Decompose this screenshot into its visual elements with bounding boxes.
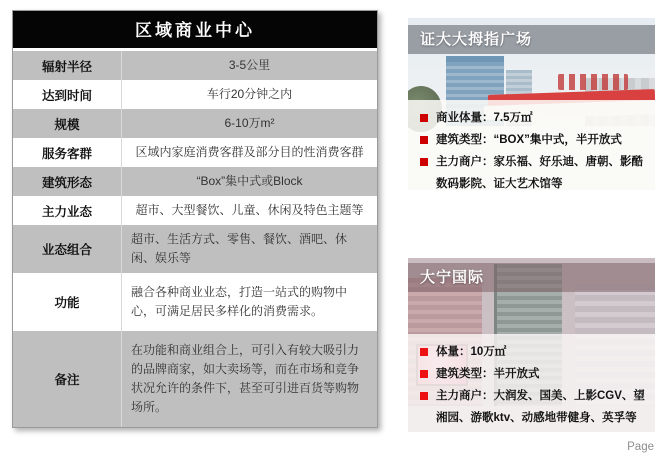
card-bullet-list — [408, 334, 655, 432]
row-label: 备注 — [54, 372, 80, 387]
table-row — [13, 167, 377, 196]
row-label: 服务客群 — [41, 146, 92, 161]
row-label: 辐射半径 — [41, 59, 92, 74]
card-title: 证大大拇指广场 — [408, 25, 655, 54]
table-row — [13, 196, 377, 225]
card-zhengda-thumb-plaza — [408, 18, 655, 190]
row-value: 3-5公里 — [121, 51, 377, 80]
bullet-item — [418, 385, 645, 429]
row-value: 区域内家庭消费客群及部分目的性消费客群 — [121, 138, 377, 167]
row-value: 6-10万m² — [121, 109, 377, 138]
row-value: 车行20分钟之内 — [121, 80, 377, 109]
bullet-square-icon — [420, 348, 428, 356]
bullet-text: 建筑类型：“BOX”集中式，半开放式 — [436, 134, 622, 147]
bullet-item — [418, 363, 645, 385]
row-value: 在功能和商业组合上，可引入有较大吸引力的品牌商家，如大卖场等，而在市场和竞争状况允许的条件下，甚至可引进百货等购物场所。 — [121, 331, 377, 427]
bullet-square-icon — [420, 114, 428, 122]
table-title: 区域商业中心 — [13, 11, 377, 51]
row-label: 业态组合 — [41, 242, 92, 257]
rooftop-sign-shape — [558, 74, 628, 90]
bullet-square-icon — [420, 136, 428, 144]
bullet-item — [418, 107, 645, 129]
page-number-label: Page — [627, 441, 654, 453]
row-value: 融合各种商业业态，打造一站式的购物中心，可满足居民多样化的消费需求。 — [121, 273, 377, 331]
bullet-text: 商业体量：7.5万㎡ — [436, 112, 533, 124]
region-commercial-table — [12, 10, 378, 428]
row-label: 达到时间 — [41, 88, 92, 103]
table-row — [13, 225, 377, 273]
card-daning-international — [408, 258, 655, 432]
table-body — [13, 51, 377, 427]
table-row — [13, 138, 377, 167]
table-row — [13, 80, 377, 109]
bullet-item — [418, 129, 645, 151]
bullet-text: 主力商户：家乐福、好乐迪、唐朝、影酷数码影院、证大艺术馆等 — [436, 156, 643, 190]
bullet-square-icon — [420, 392, 428, 400]
row-label: 主力业态 — [41, 204, 92, 219]
row-value: “Box”集中式或Block — [121, 167, 377, 196]
bullet-square-icon — [420, 370, 428, 378]
row-label: 功能 — [54, 295, 80, 310]
row-value: 超市、生活方式、零售、餐饮、酒吧、休闲、娱乐等 — [121, 225, 377, 273]
table-row — [13, 331, 377, 427]
table-row — [13, 109, 377, 138]
card-title: 大宁国际 — [408, 263, 655, 292]
row-label: 规模 — [54, 117, 80, 132]
bullet-square-icon — [420, 158, 428, 166]
bullet-item — [418, 341, 645, 363]
bullet-text: 体量：10万㎡ — [436, 346, 507, 358]
table-row — [13, 273, 377, 331]
card-bullet-list — [408, 100, 655, 190]
bullet-text: 主力商户：大润发、国美、上影CGV、望湘园、游歌ktv、动感地带健身、英孚等 — [436, 390, 645, 425]
row-value: 超市、大型餐饮、儿童、休闲及特色主题等 — [121, 196, 377, 225]
bullet-text: 建筑类型：半开放式 — [436, 368, 540, 381]
row-label: 建筑形态 — [41, 175, 92, 190]
bullet-item — [418, 151, 645, 190]
table-row — [13, 51, 377, 80]
